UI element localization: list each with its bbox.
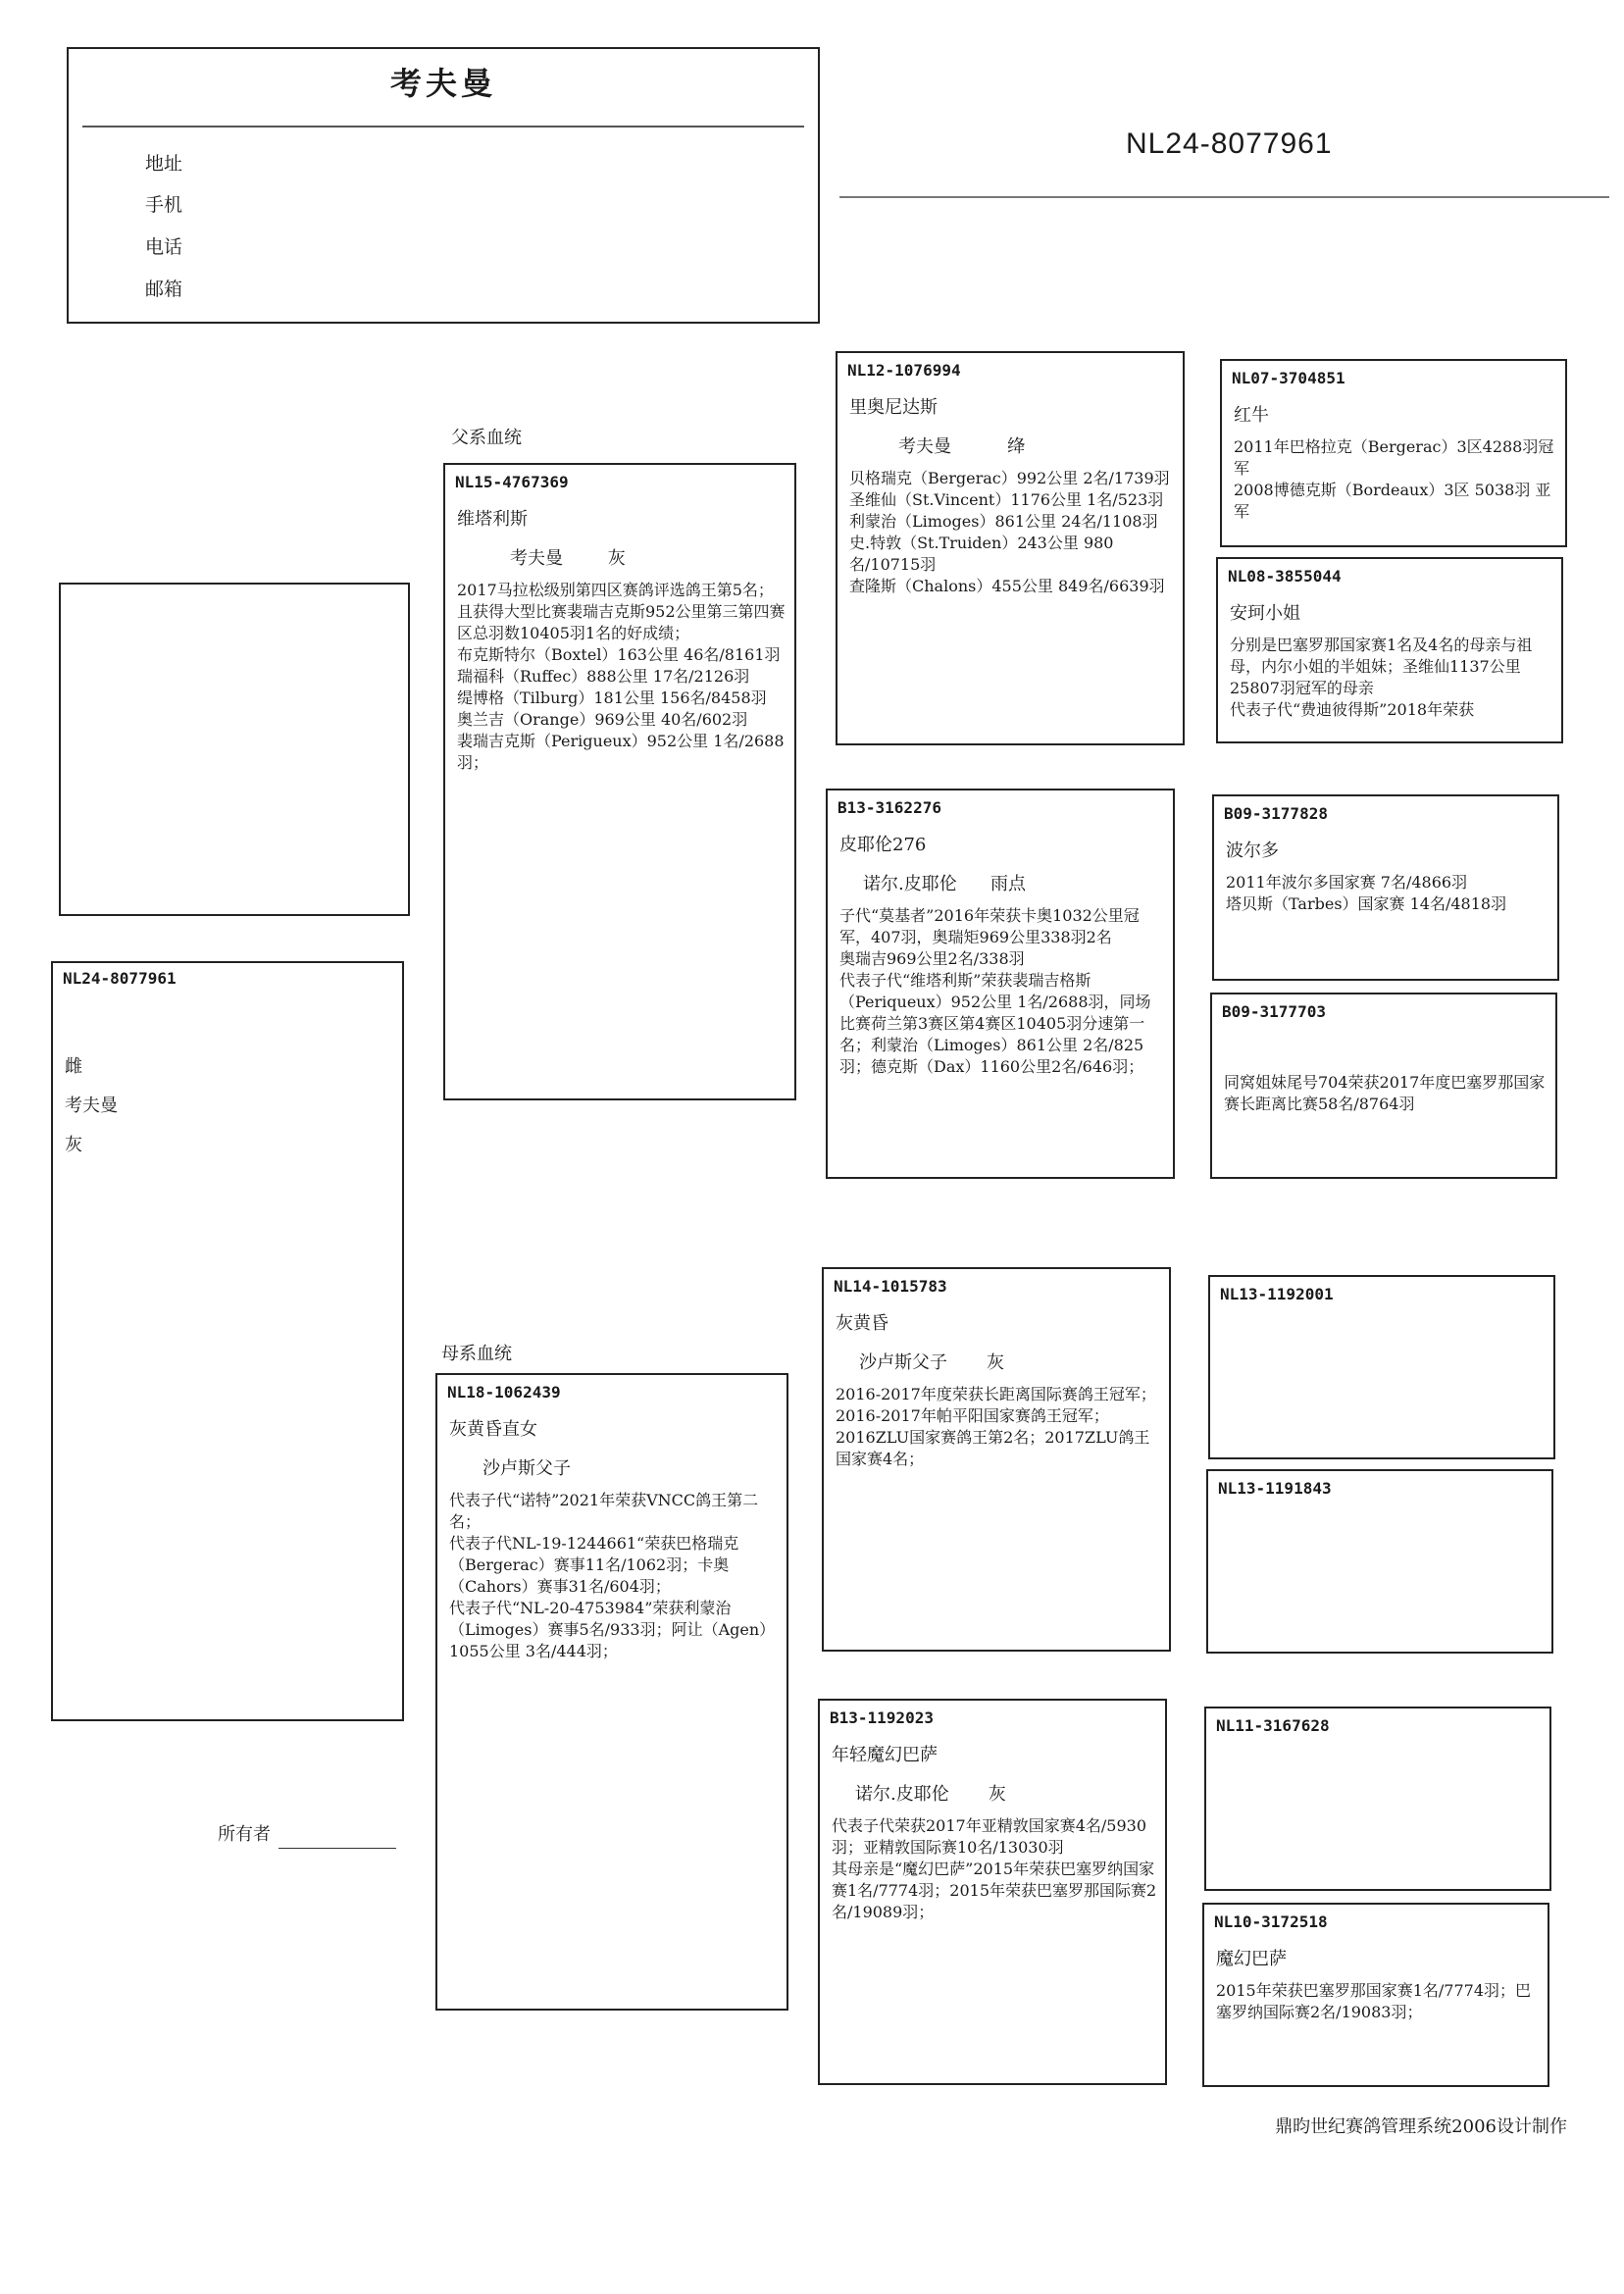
- header-divider: [82, 126, 804, 127]
- sds-ring: B09-3177828: [1224, 804, 1328, 823]
- sire-breeder-color: 考夫曼 灰: [510, 548, 626, 569]
- dds-box: [1204, 1707, 1551, 1891]
- subject-sex: 雌: [65, 1056, 82, 1077]
- note: 查隆斯（Chalons）455公里 849名/6639羽: [849, 577, 1165, 595]
- owner-signature-line: [279, 1848, 396, 1849]
- ss-breeder-color: 考夫曼 绛: [898, 436, 1026, 457]
- note: 瑞福科（Ruffec）888公里 17名/2126羽: [457, 667, 750, 686]
- subject-box: [51, 961, 404, 1721]
- sire-line-label: 父系血统: [451, 428, 522, 448]
- mobile-label: 手机: [145, 194, 183, 216]
- note: 分别是巴塞罗那国家赛1名及4名的母亲与祖母，内尔小姐的半姐妹；圣维仙1137公里25807羽冠军的母亲: [1230, 636, 1533, 697]
- subject-breeder: 考夫曼: [65, 1096, 118, 1116]
- dss-box: [1208, 1275, 1555, 1459]
- sire-ring: NL15-4767369: [455, 473, 569, 491]
- sds-notes: [1226, 872, 1549, 915]
- note: 圣维仙（St.Vincent）1176公里 1名/523羽: [849, 490, 1164, 509]
- note: 塔贝斯（Tarbes）国家赛 14名/4818羽: [1226, 894, 1507, 913]
- note: 缇博格（Tilburg）181公里 156名/8458羽: [457, 688, 767, 707]
- note: 裴瑞吉克斯（Perigueux）952公里 1名/2688羽；: [457, 732, 785, 772]
- dsd-box: [1206, 1469, 1553, 1654]
- subject-color: 灰: [65, 1135, 82, 1155]
- sdd-ring: B09-3177703: [1222, 1002, 1326, 1021]
- ssd-box: [1216, 557, 1563, 743]
- dd-notes: [832, 1815, 1157, 1923]
- note: 同窝姐妹尾号704荣获2017年度巴塞罗那国家赛长距离比赛58名/8764羽: [1224, 1073, 1546, 1113]
- note: 代表子代“费迪彼得斯”2018年荣获: [1230, 700, 1475, 719]
- dam-dam-box: [818, 1699, 1167, 2085]
- dd-breeder-color: 诺尔.皮耶伦 灰: [855, 1784, 1006, 1805]
- note: 代表子代“诺特”2021年荣获VNCC鸽王第二名；: [449, 1491, 759, 1531]
- ssd-notes: [1230, 635, 1553, 721]
- dd-ring: B13-1192023: [830, 1708, 934, 1727]
- sss-box: [1220, 359, 1567, 547]
- sd-name: 皮耶伦276: [839, 835, 927, 855]
- header-box: [67, 47, 820, 324]
- note: 2015年荣获巴塞罗那国家赛1名/7774羽；巴塞罗纳国际赛2名/19083羽；: [1216, 1981, 1532, 2021]
- dsd-ring: NL13-1191843: [1218, 1479, 1332, 1498]
- ss-notes: [849, 468, 1175, 597]
- dam-ring: NL18-1062439: [447, 1383, 561, 1402]
- footer-credit: 鼎昀世纪赛鸽管理系统2006设计制作: [1275, 2116, 1567, 2137]
- note: 贝格瑞克（Bergerac）992公里 2名/1739羽: [849, 469, 1170, 487]
- note: 史.特敦（St.Truiden）243公里 980名/10715羽: [849, 534, 1114, 574]
- note: 其母亲是“魔幻巴萨”2015年荣获巴塞罗纳国家赛1名/7774羽；2015年荣获巴塞罗那国际赛2名/19089羽；: [832, 1860, 1157, 1921]
- sss-name: 红牛: [1234, 405, 1269, 426]
- sss-notes: [1234, 436, 1557, 523]
- note: 利蒙治（Limoges）861公里 24名/1108羽: [849, 512, 1158, 531]
- dam-notes: [449, 1490, 779, 1662]
- address-label: 地址: [145, 153, 183, 175]
- sd-notes: [839, 905, 1165, 1078]
- note: 代表子代“维塔利斯”荣获裴瑞吉格斯（Periqueux）952公里 1名/2688羽，同场比赛荷兰第3赛区第4赛区10405羽分速第一名；利蒙治（Limoges）861公里 2名/825羽；德克斯（Dax）1160公里2名/646羽；: [839, 971, 1151, 1076]
- ds-name: 灰黄昏: [836, 1313, 888, 1334]
- owner-title: 考夫曼: [389, 65, 496, 102]
- note: 2016-2017年帕平阳国家赛鸽王冠军；: [836, 1406, 1109, 1425]
- ssd-name: 安珂小姐: [1230, 603, 1300, 624]
- note: 2016-2017年度荣获长距离国际赛鸽王冠军；: [836, 1385, 1156, 1403]
- sire-dam-box: [826, 789, 1175, 1179]
- sire-notes: [457, 580, 787, 774]
- dds-ring: NL11-3167628: [1216, 1716, 1330, 1735]
- dam-sire-box: [822, 1267, 1171, 1652]
- sdd-box: [1210, 993, 1557, 1179]
- note: 子代“莫基者”2016年荣获卡奥1032公里冠军，407羽，奥瑞矩969公里338羽2名: [839, 906, 1140, 946]
- note: 2011年波尔多国家赛 7名/4866羽: [1226, 873, 1468, 892]
- note: 奥兰吉（Orange）969公里 40名/602羽: [457, 710, 748, 729]
- ssd-ring: NL08-3855044: [1228, 567, 1342, 586]
- dam-breeder: 沙卢斯父子: [482, 1458, 571, 1479]
- note: 2008博德克斯（Bordeaux）3区 5038羽 亚军: [1234, 481, 1551, 521]
- ds-ring: NL14-1015783: [834, 1277, 947, 1296]
- ss-ring: NL12-1076994: [847, 361, 961, 380]
- dam-line-label: 母系血统: [441, 1344, 512, 1364]
- dam-name: 灰黄昏直女: [449, 1419, 537, 1440]
- sdd-notes: [1224, 1072, 1548, 1115]
- header-rule: [839, 196, 1609, 198]
- ddd-box: [1202, 1903, 1549, 2087]
- note: 代表子代荣获2017年亚精敦国家赛4名/5930羽；亚精敦国际赛10名/13030羽: [832, 1816, 1147, 1857]
- sire-sire-box: [836, 351, 1185, 745]
- phone-label: 电话: [145, 236, 183, 258]
- ds-breeder-color: 沙卢斯父子 灰: [859, 1352, 1005, 1373]
- sd-ring: B13-3162276: [837, 798, 941, 817]
- note: 2011年巴格拉克（Bergerac）3区4288羽冠军: [1234, 437, 1554, 478]
- ddd-notes: [1216, 1980, 1540, 2023]
- note: 布克斯特尔（Boxtel）163公里 46名/8161羽: [457, 645, 781, 664]
- note: 代表子代“NL-20-4753984”荣获利蒙治（Limoges）赛事5名/933羽；阿让（Agen）1055公里 3名/444羽；: [449, 1599, 776, 1660]
- sd-breeder-color: 诺尔.皮耶伦 雨点: [863, 874, 1027, 894]
- sds-box: [1212, 794, 1559, 981]
- photo-placeholder: [59, 583, 410, 916]
- dss-ring: NL13-1192001: [1220, 1285, 1334, 1303]
- subject-ring: NL24-8077961: [63, 969, 177, 988]
- sire-name: 维塔利斯: [457, 509, 528, 530]
- sds-name: 波尔多: [1226, 841, 1279, 861]
- note: 奥瑞吉969公里2名/338羽: [839, 949, 1025, 968]
- ddd-ring: NL10-3172518: [1214, 1912, 1328, 1931]
- dam-box: [435, 1373, 788, 2011]
- header-ring-number: NL24-8077961: [1126, 127, 1333, 160]
- sire-box: [443, 463, 796, 1100]
- note: 2016ZLU国家赛鸽王第2名；2017ZLU鸽王国家赛4名；: [836, 1428, 1150, 1468]
- dd-name: 年轻魔幻巴萨: [832, 1745, 938, 1765]
- ss-name: 里奥尼达斯: [849, 397, 938, 418]
- owner-label: 所有者: [218, 1824, 271, 1845]
- note: 2017马拉松级别第四区赛鸽评选鸽王第5名；且获得大型比赛裴瑞吉克斯952公里第三第四赛区总羽数10405羽1名的好成绩；: [457, 581, 786, 642]
- sss-ring: NL07-3704851: [1232, 369, 1345, 387]
- email-label: 邮箱: [145, 279, 183, 300]
- note: 代表子代NL-19-1244661“荣获巴格瑞克（Bergerac）赛事11名/1062羽；卡奥（Cahors）赛事31名/604羽；: [449, 1534, 739, 1596]
- ds-notes: [836, 1384, 1161, 1470]
- ddd-name: 魔幻巴萨: [1216, 1949, 1287, 1969]
